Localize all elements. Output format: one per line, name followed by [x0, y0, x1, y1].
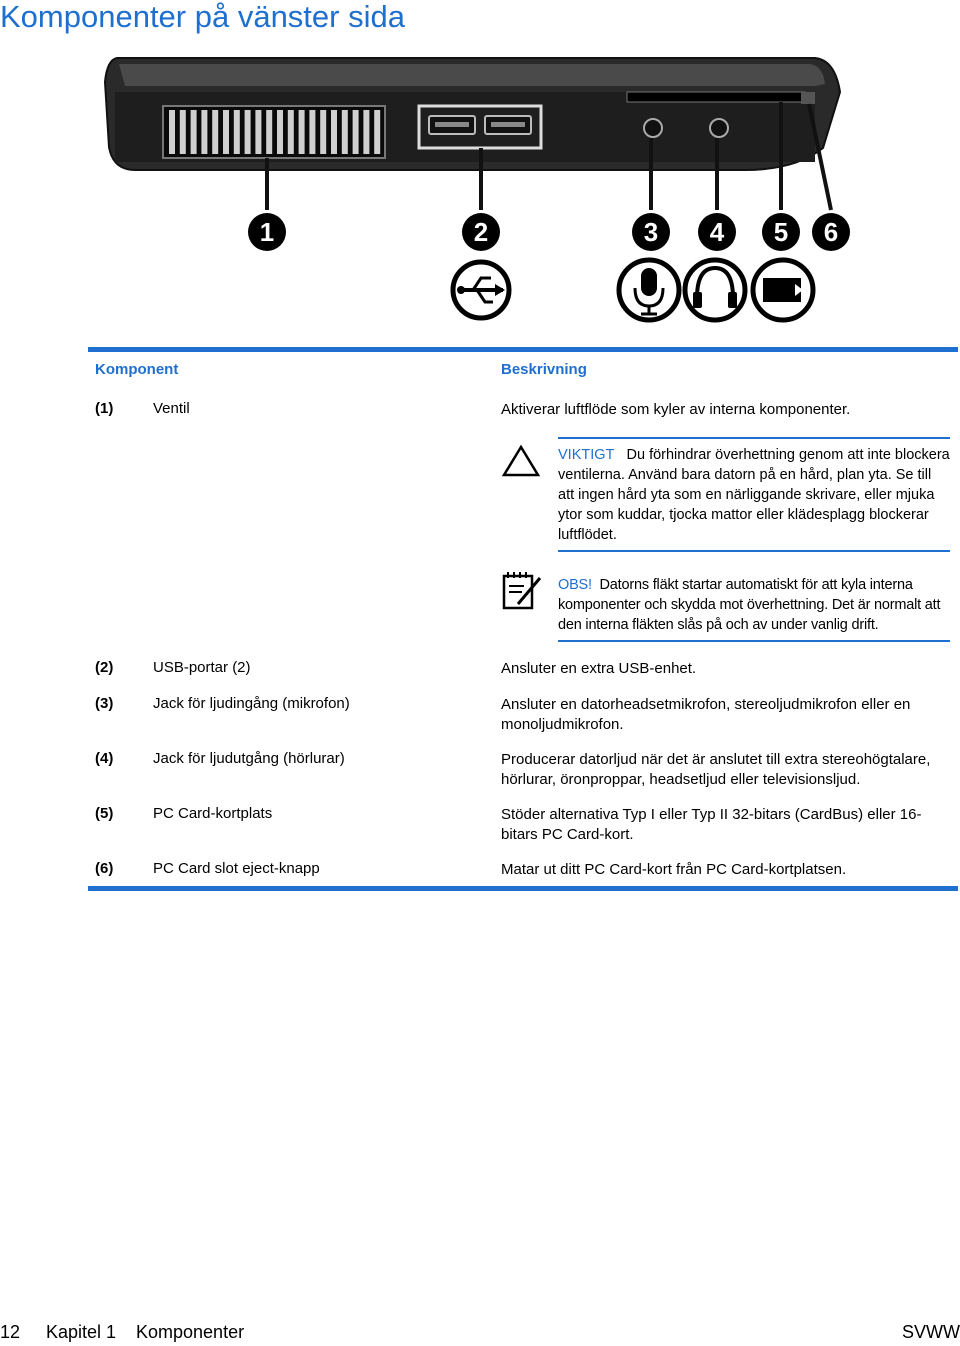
row-component: USB-portar (2) — [153, 659, 251, 676]
note-label: OBS! — [558, 577, 592, 593]
row-description: Ansluter en datorheadsetmikrofon, stereoljudmikrofon eller en monoljudmikrofon. — [501, 696, 911, 733]
row-description: Matar ut ditt PC Card-kort från PC Card-kortplatsen. — [501, 861, 847, 878]
footer-doc-code: SVWW — [902, 1322, 960, 1342]
footer-page-number: 12 — [0, 1322, 21, 1342]
pc-card-icon — [753, 260, 813, 320]
row-number: (2) — [95, 659, 114, 676]
note-bottom-rule — [558, 640, 950, 642]
warning-bottom-rule — [558, 550, 950, 552]
laptop-left-side-figure — [95, 52, 865, 332]
headphones-icon — [685, 260, 745, 320]
warning-top-rule — [558, 437, 950, 439]
warning-icon — [501, 444, 541, 478]
warning-text: Du förhindrar överhettning genom att inte blockera ventilerna. Använd bara datorn på en hård, plan yta. Se till att ingen hård yta som en närliggande skrivare, eller mjuka ytor som kuddar, tjocka mattor eller klädesplagg blockerar luftflödet. — [558, 447, 950, 543]
table-top-rule — [88, 347, 958, 352]
row-number: (3) — [95, 695, 114, 712]
note-text: Datorns fläkt startar automatiskt för att kyla interna komponenter och skydda mot överhettning. Det är normalt att den interna fläkten slås på och av under vanlig drift. — [558, 577, 941, 633]
callout-number: 4 — [709, 217, 725, 247]
header-component: Komponent — [95, 361, 179, 378]
callout-number: 5 — [773, 217, 789, 247]
row-number: (4) — [95, 750, 114, 767]
warning-box — [558, 445, 950, 545]
row-component: PC Card-kortplats — [153, 805, 273, 822]
vent-graphic — [163, 106, 385, 158]
row-component: Jack för ljudutgång (hörlurar) — [153, 750, 345, 767]
microphone-icon — [619, 260, 679, 320]
footer-chapter-title: Komponenter — [136, 1322, 245, 1342]
header-description: Beskrivning — [501, 361, 587, 378]
callout-number: 2 — [473, 217, 489, 247]
callout-number: 3 — [643, 217, 659, 247]
row-component: Jack för ljudingång (mikrofon) — [153, 695, 350, 712]
callout-number: 6 — [823, 217, 839, 247]
row-component: Ventil — [153, 400, 190, 417]
row-description: Stöder alternativa Typ I eller Typ II 32-bitars (CardBus) eller 16-bitars PC Card-kort. — [501, 806, 922, 843]
row-description: Producerar datorljud när det är anslutet till extra stereohögtalare, hörlurar, öronproppar, headsetljud eller televisionsljud. — [501, 751, 931, 788]
warning-label: VIKTIGT — [558, 447, 615, 463]
usb-icon — [453, 262, 509, 318]
callout-number: 1 — [259, 217, 275, 247]
note-box — [558, 575, 950, 635]
row-number: (1) — [95, 400, 114, 417]
table-bottom-rule — [88, 886, 958, 891]
row-component: PC Card slot eject-knapp — [153, 860, 320, 877]
row-description: Ansluter en extra USB-enhet. — [501, 660, 697, 677]
page-title: Komponenter på vänster sida — [0, 0, 405, 34]
row-number: (6) — [95, 860, 114, 877]
footer-chapter: Kapitel 1 — [46, 1322, 117, 1342]
row-description: Aktiverar luftflöde som kyler av interna komponenter. — [501, 401, 851, 418]
note-icon — [500, 568, 544, 612]
row-number: (5) — [95, 805, 114, 822]
